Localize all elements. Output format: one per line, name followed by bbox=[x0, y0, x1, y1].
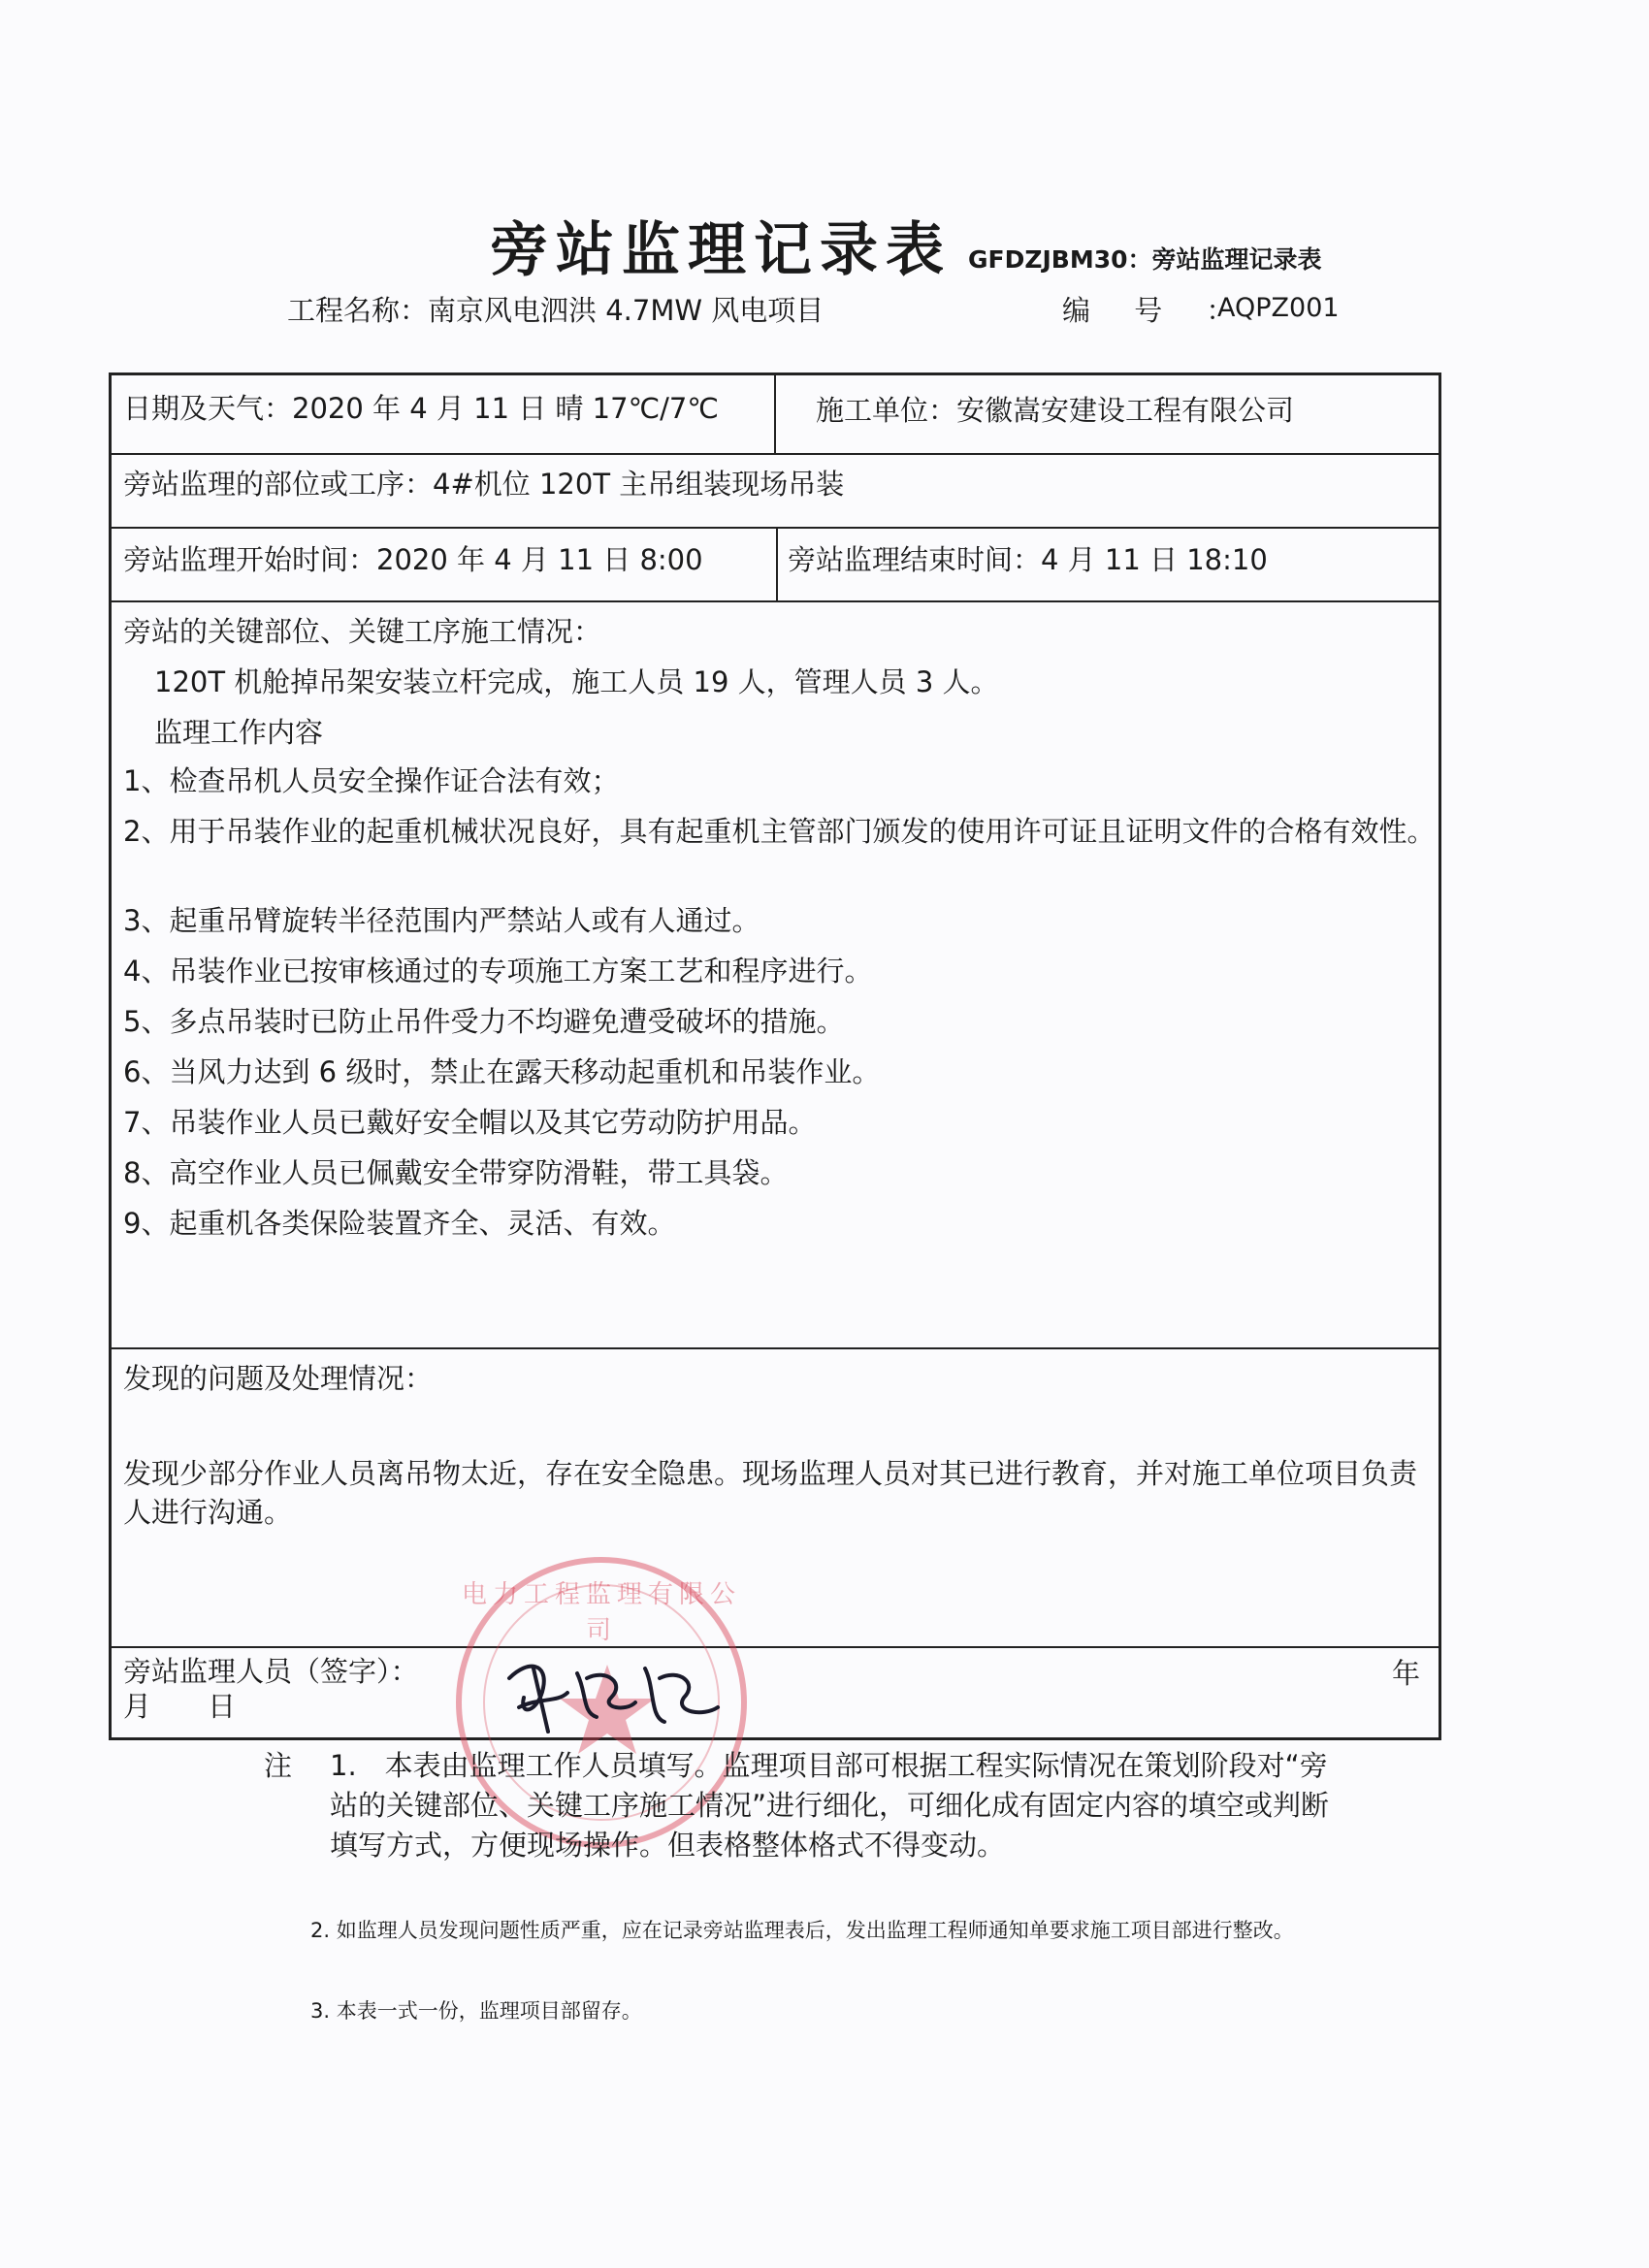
problems-text: 发现少部分作业人员离吊物太近，存在安全隐患。现场监理人员对其已进行教育，并对施工单位项目负责人进行沟通。 bbox=[123, 1457, 1418, 1529]
number-value: AQPZ001 bbox=[1217, 293, 1340, 323]
problems-heading: 发现的问题及处理情况： bbox=[123, 1362, 434, 1395]
col-divider bbox=[776, 527, 778, 600]
form-code: GFDZJBM30：旁站监理记录表 bbox=[968, 245, 1322, 274]
page-title: 旁站监理记录表 bbox=[490, 216, 952, 284]
inspection-item: 1、检查吊机人员安全操作证合法有效； bbox=[123, 764, 620, 797]
inspection-item: 7、吊装作业人员已戴好安全帽以及其它劳动防护用品。 bbox=[123, 1106, 817, 1139]
row-divider bbox=[112, 527, 1439, 529]
row-divider bbox=[112, 1347, 1439, 1349]
key-line-1: 120T 机舱掉吊架安装立杆完成，施工人员 19 人，管理人员 3 人。 bbox=[154, 665, 999, 698]
inspection-item: 5、多点吊装时已防止吊件受力不均避免遭受破坏的措施。 bbox=[123, 1005, 845, 1038]
end-time: 旁站监理结束时间：4 月 11 日 18:10 bbox=[788, 543, 1268, 576]
inspection-item: 8、高空作业人员已佩戴安全带穿防滑鞋，带工具袋。 bbox=[123, 1156, 789, 1189]
note-1: 1. 本表由监理工作人员填写。监理项目部可根据工程实际情况在策划阶段对“旁站的关键部位、关键工序施工情况”进行细化，可细化成有固定内容的填空或判断填写方式，方便现场操作。但表格整体格式不得变动。 bbox=[330, 1749, 1330, 1862]
start-time: 旁站监理开始时间：2020 年 4 月 11 日 8:00 bbox=[123, 543, 703, 576]
row-divider bbox=[112, 1646, 1439, 1648]
stamp-text: 电力工程监理有限公司 bbox=[462, 1580, 742, 1645]
title-row bbox=[0, 204, 1649, 291]
number-label: 编 号 ： bbox=[1062, 294, 1252, 327]
note-3: 3. 本表一式一份，监理项目部留存。 bbox=[310, 1999, 642, 2023]
col-divider bbox=[774, 375, 776, 453]
row-divider bbox=[112, 453, 1439, 455]
inspection-item: 2、用于吊装作业的起重机械状况良好，具有起重机主管部门颁发的使用许可证且证明文件的合格有效性。 bbox=[123, 815, 1436, 848]
inspection-item: 9、起重机各类保险装置齐全、灵活、有效。 bbox=[123, 1207, 676, 1240]
note-2: 2. 如监理人员发现问题性质严重，应在记录旁站监理表后，发出监理工程师通知单要求施工项目部进行整改。 bbox=[310, 1919, 1294, 1942]
key-line-2: 监理工作内容 bbox=[154, 716, 324, 749]
inspection-item: 4、吊装作业已按审核通过的专项施工方案工艺和程序进行。 bbox=[123, 955, 873, 988]
month-day-label: 月 日 bbox=[123, 1690, 237, 1723]
supervision-location: 旁站监理的部位或工序：4#机位 120T 主吊组装现场吊装 bbox=[123, 468, 845, 501]
row-divider bbox=[112, 600, 1439, 602]
record-table bbox=[109, 373, 1441, 1740]
signature-label: 旁站监理人员（签字）： bbox=[123, 1655, 419, 1688]
handwritten-signature bbox=[490, 1639, 742, 1746]
note-marker: 注 bbox=[264, 1749, 293, 1782]
key-heading: 旁站的关键部位、关键工序施工情况： bbox=[123, 615, 602, 648]
year-label: 年 bbox=[1392, 1657, 1421, 1690]
contractor: 施工单位：安徽嵩安建设工程有限公司 bbox=[816, 394, 1295, 427]
project-name: 工程名称：南京风电泗洪 4.7MW 风电项目 bbox=[287, 294, 824, 327]
date-weather: 日期及天气：2020 年 4 月 11 日 晴 17℃/7℃ bbox=[123, 392, 719, 425]
inspection-item: 6、当风力达到 6 级时，禁止在露天移动起重机和吊装作业。 bbox=[123, 1055, 881, 1088]
inspection-item: 3、起重吊臂旋转半径范围内严禁站人或有人通过。 bbox=[123, 904, 760, 937]
